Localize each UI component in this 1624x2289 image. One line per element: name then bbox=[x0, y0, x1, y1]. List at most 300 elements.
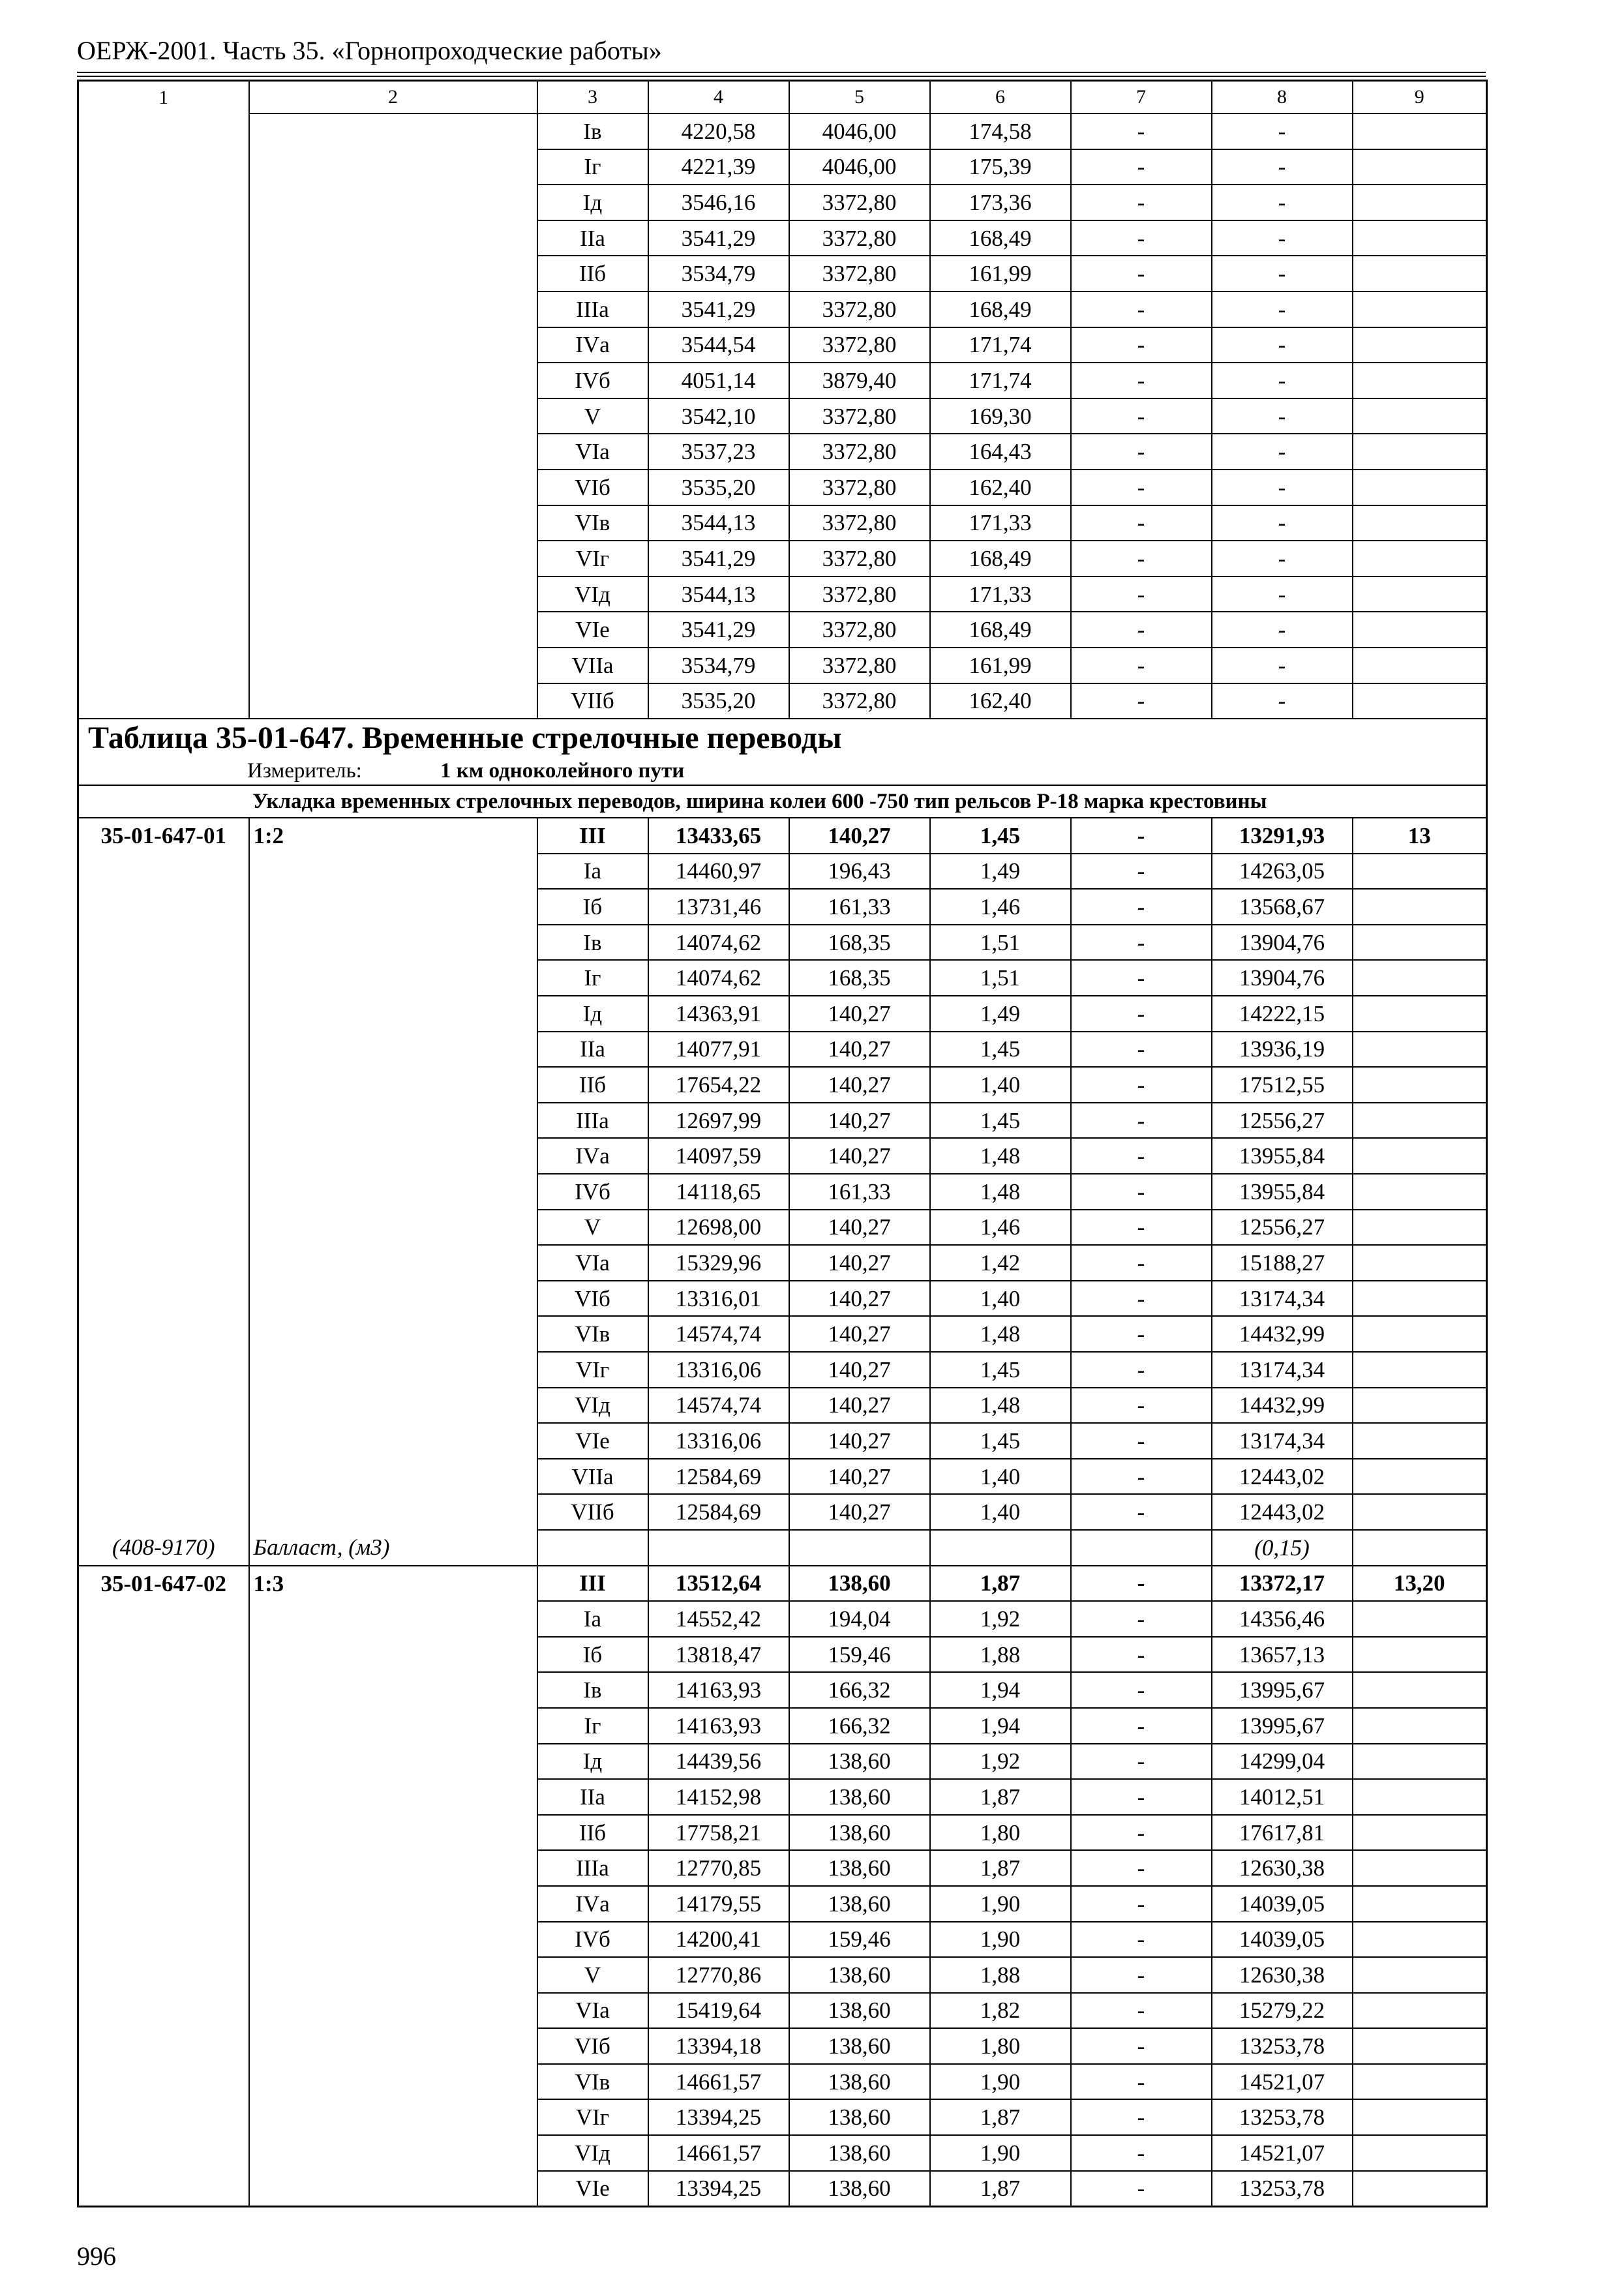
total-cost-cell: 14097,59 bbox=[648, 1138, 789, 1174]
total-cost-cell: 3541,29 bbox=[648, 612, 789, 648]
machine-cost-cell: 1,45 bbox=[930, 1103, 1071, 1139]
material-name-cell: Балласт, (м3) bbox=[249, 1530, 537, 1566]
code-cell bbox=[78, 1672, 249, 1708]
resource-code-cell: Iв bbox=[537, 925, 648, 961]
labor-hours-cell: 13,20 bbox=[1353, 1566, 1487, 1602]
name-cell bbox=[249, 889, 537, 925]
table-row bbox=[78, 1352, 1487, 1388]
total-cost-cell: 3534,79 bbox=[648, 648, 789, 683]
driver-wage-cell: - bbox=[1071, 292, 1212, 327]
labor-hours-cell bbox=[1353, 541, 1487, 576]
resource-code-cell: VIб bbox=[537, 2028, 648, 2064]
resource-code-cell: Iа bbox=[537, 854, 648, 890]
table-row bbox=[78, 505, 1487, 541]
resource-code-cell: VIв bbox=[537, 505, 648, 541]
material-cost-cell: 14039,05 bbox=[1212, 1922, 1353, 1958]
name-cell bbox=[249, 1601, 537, 1637]
table-title: Таблица 35-01-647. Временные стрелочные переводы bbox=[78, 719, 1487, 757]
total-cost-cell: 14439,56 bbox=[648, 1744, 789, 1780]
table-row bbox=[78, 256, 1487, 292]
name-cell bbox=[249, 113, 537, 149]
labor-hours-cell bbox=[1353, 505, 1487, 541]
driver-wage-cell: - bbox=[1071, 1423, 1212, 1459]
driver-wage-cell: - bbox=[1071, 2028, 1212, 2064]
code-cell bbox=[78, 1388, 249, 1424]
total-cost-cell: 3537,23 bbox=[648, 434, 789, 470]
labor-cost-cell: 3372,80 bbox=[789, 292, 930, 327]
labor-cost-cell: 140,27 bbox=[789, 1388, 930, 1424]
empty-cell bbox=[648, 1530, 789, 1566]
material-cost-cell: 12556,27 bbox=[1212, 1103, 1353, 1139]
code-cell bbox=[78, 1744, 249, 1780]
rates-table bbox=[77, 80, 1488, 2207]
machine-cost-cell: 1,40 bbox=[930, 1459, 1071, 1495]
labor-cost-cell: 140,27 bbox=[789, 996, 930, 1032]
labor-hours-cell bbox=[1353, 470, 1487, 505]
labor-cost-cell: 3372,80 bbox=[789, 505, 930, 541]
total-cost-cell: 13316,06 bbox=[648, 1352, 789, 1388]
name-cell bbox=[249, 1352, 537, 1388]
table-row bbox=[78, 683, 1487, 719]
material-cost-cell: - bbox=[1212, 434, 1353, 470]
material-cost-cell: 13372,17 bbox=[1212, 1566, 1353, 1602]
labor-hours-cell bbox=[1353, 683, 1487, 719]
material-cost-cell: 14521,07 bbox=[1212, 2135, 1353, 2171]
machine-cost-cell: 1,87 bbox=[930, 1779, 1071, 1815]
material-cost-cell: 12556,27 bbox=[1212, 1210, 1353, 1246]
labor-cost-cell: 194,04 bbox=[789, 1601, 930, 1637]
labor-hours-cell bbox=[1353, 2064, 1487, 2100]
table-row bbox=[78, 2099, 1487, 2135]
machine-cost-cell: 1,87 bbox=[930, 1566, 1071, 1602]
resource-code-cell: VIг bbox=[537, 541, 648, 576]
machine-cost-cell: 1,80 bbox=[930, 1815, 1071, 1851]
machine-cost-cell: 1,88 bbox=[930, 1957, 1071, 1993]
code-cell bbox=[78, 576, 249, 612]
labor-cost-cell: 3372,80 bbox=[789, 683, 930, 719]
table-row bbox=[78, 576, 1487, 612]
material-cost-cell: 12630,38 bbox=[1212, 1850, 1353, 1886]
header-rule bbox=[77, 72, 1486, 73]
driver-wage-cell: - bbox=[1071, 2064, 1212, 2100]
column-number-4: 4 bbox=[648, 81, 789, 114]
material-cost-cell: 14263,05 bbox=[1212, 854, 1353, 890]
labor-hours-cell bbox=[1353, 2171, 1487, 2207]
machine-cost-cell: 1,48 bbox=[930, 1174, 1071, 1210]
code-cell bbox=[78, 220, 249, 256]
name-cell bbox=[249, 1957, 537, 1993]
material-cost-cell: 13253,78 bbox=[1212, 2028, 1353, 2064]
driver-wage-cell: - bbox=[1071, 1744, 1212, 1780]
name-cell bbox=[249, 2135, 537, 2171]
material-cost-cell: - bbox=[1212, 648, 1353, 683]
labor-cost-cell: 3372,80 bbox=[789, 612, 930, 648]
labor-hours-cell bbox=[1353, 1067, 1487, 1103]
resource-code-cell: VIв bbox=[537, 1316, 648, 1352]
code-cell bbox=[78, 854, 249, 890]
machine-cost-cell: 168,49 bbox=[930, 220, 1071, 256]
labor-cost-cell: 159,46 bbox=[789, 1637, 930, 1673]
labor-cost-cell: 138,60 bbox=[789, 1993, 930, 2029]
total-cost-cell: 15329,96 bbox=[648, 1245, 789, 1281]
total-cost-cell: 3546,16 bbox=[648, 185, 789, 220]
resource-code-cell: Iг bbox=[537, 960, 648, 996]
labor-hours-cell bbox=[1353, 256, 1487, 292]
driver-wage-cell: - bbox=[1071, 960, 1212, 996]
total-cost-cell: 13394,25 bbox=[648, 2171, 789, 2207]
labor-cost-cell: 4046,00 bbox=[789, 149, 930, 185]
labor-hours-cell bbox=[1353, 2028, 1487, 2064]
resource-code-cell: Iв bbox=[537, 113, 648, 149]
name-cell bbox=[249, 1708, 537, 1744]
table-row bbox=[78, 960, 1487, 996]
labor-cost-cell: 138,60 bbox=[789, 2028, 930, 2064]
labor-cost-cell: 140,27 bbox=[789, 1067, 930, 1103]
resource-code-cell: Iг bbox=[537, 1708, 648, 1744]
total-cost-cell: 12770,85 bbox=[648, 1850, 789, 1886]
code-cell bbox=[78, 256, 249, 292]
machine-cost-cell: 174,58 bbox=[930, 113, 1071, 149]
labor-hours-cell bbox=[1353, 292, 1487, 327]
labor-cost-cell: 140,27 bbox=[789, 1316, 930, 1352]
table-row bbox=[78, 818, 1487, 854]
labor-cost-cell: 138,60 bbox=[789, 1957, 930, 1993]
driver-wage-cell: - bbox=[1071, 1637, 1212, 1673]
labor-cost-cell: 159,46 bbox=[789, 1922, 930, 1958]
code-cell bbox=[78, 1886, 249, 1922]
table-row bbox=[78, 1601, 1487, 1637]
driver-wage-cell: - bbox=[1071, 505, 1212, 541]
page-number: 996 bbox=[77, 2241, 116, 2271]
resource-code-cell: VIб bbox=[537, 470, 648, 505]
column-number-2: 2 bbox=[249, 81, 537, 114]
name-cell bbox=[249, 2028, 537, 2064]
total-cost-cell: 13731,46 bbox=[648, 889, 789, 925]
total-cost-cell: 14574,74 bbox=[648, 1388, 789, 1424]
code-cell bbox=[78, 1174, 249, 1210]
code-cell bbox=[78, 648, 249, 683]
name-cell bbox=[249, 1815, 537, 1851]
table-row bbox=[78, 1174, 1487, 1210]
labor-hours-cell bbox=[1353, 1957, 1487, 1993]
empty-cell bbox=[1071, 1530, 1212, 1566]
table-row bbox=[78, 1744, 1487, 1780]
name-cell bbox=[249, 925, 537, 961]
code-cell bbox=[78, 1067, 249, 1103]
resource-code-cell: IIа bbox=[537, 1779, 648, 1815]
table-title-row bbox=[78, 719, 1487, 757]
labor-hours-cell bbox=[1353, 1886, 1487, 1922]
machine-cost-cell: 1,82 bbox=[930, 1993, 1071, 2029]
driver-wage-cell: - bbox=[1071, 1601, 1212, 1637]
resource-code-cell: Iб bbox=[537, 1637, 648, 1673]
machine-cost-cell: 1,88 bbox=[930, 1637, 1071, 1673]
driver-wage-cell: - bbox=[1071, 1245, 1212, 1281]
code-cell bbox=[78, 1779, 249, 1815]
material-cost-cell: 13568,67 bbox=[1212, 889, 1353, 925]
resource-code-cell: III bbox=[537, 1566, 648, 1602]
table-row bbox=[78, 1032, 1487, 1068]
labor-hours-cell bbox=[1353, 1744, 1487, 1780]
material-cost-cell: - bbox=[1212, 541, 1353, 576]
name-cell bbox=[249, 149, 537, 185]
column-number-3: 3 bbox=[537, 81, 648, 114]
labor-hours-cell bbox=[1353, 1494, 1487, 1530]
material-cost-cell: 13936,19 bbox=[1212, 1032, 1353, 1068]
driver-wage-cell: - bbox=[1071, 648, 1212, 683]
labor-hours-cell: 13 bbox=[1353, 818, 1487, 854]
total-cost-cell: 12584,69 bbox=[648, 1459, 789, 1495]
driver-wage-cell: - bbox=[1071, 1779, 1212, 1815]
total-cost-cell: 13316,01 bbox=[648, 1281, 789, 1317]
labor-hours-cell bbox=[1353, 1352, 1487, 1388]
resource-code-cell: VIIб bbox=[537, 683, 648, 719]
resource-code-cell: IVа bbox=[537, 1138, 648, 1174]
total-cost-cell: 15419,64 bbox=[648, 1993, 789, 2029]
table-row bbox=[78, 1103, 1487, 1139]
table-row bbox=[78, 185, 1487, 220]
material-cost-cell: 14012,51 bbox=[1212, 1779, 1353, 1815]
name-cell bbox=[249, 1459, 537, 1495]
table-row bbox=[78, 113, 1487, 149]
material-cost-cell: - bbox=[1212, 505, 1353, 541]
labor-cost-cell: 3372,80 bbox=[789, 256, 930, 292]
table-row bbox=[78, 1708, 1487, 1744]
driver-wage-cell: - bbox=[1071, 2135, 1212, 2171]
labor-hours-cell bbox=[1353, 1423, 1487, 1459]
material-cost-cell: 14039,05 bbox=[1212, 1886, 1353, 1922]
name-cell bbox=[249, 648, 537, 683]
column-number-5: 5 bbox=[789, 81, 930, 114]
labor-cost-cell: 4046,00 bbox=[789, 113, 930, 149]
driver-wage-cell: - bbox=[1071, 220, 1212, 256]
material-cost-cell: 14432,99 bbox=[1212, 1316, 1353, 1352]
code-cell bbox=[78, 327, 249, 363]
total-cost-cell: 14661,57 bbox=[648, 2064, 789, 2100]
code-cell bbox=[78, 1423, 249, 1459]
name-cell bbox=[249, 505, 537, 541]
machine-cost-cell: 168,49 bbox=[930, 612, 1071, 648]
labor-hours-cell bbox=[1353, 925, 1487, 961]
machine-cost-cell: 1,46 bbox=[930, 1210, 1071, 1246]
name-cell bbox=[249, 1103, 537, 1139]
machine-cost-cell: 164,43 bbox=[930, 434, 1071, 470]
code-cell bbox=[78, 1957, 249, 1993]
resource-code-cell: IIб bbox=[537, 256, 648, 292]
machine-cost-cell: 171,74 bbox=[930, 327, 1071, 363]
driver-wage-cell: - bbox=[1071, 612, 1212, 648]
total-cost-cell: 14552,42 bbox=[648, 1601, 789, 1637]
table-row bbox=[78, 925, 1487, 961]
labor-hours-cell bbox=[1353, 1459, 1487, 1495]
labor-cost-cell: 168,35 bbox=[789, 960, 930, 996]
code-cell bbox=[78, 1352, 249, 1388]
resource-code-cell: VIд bbox=[537, 2135, 648, 2171]
name-cell bbox=[249, 1316, 537, 1352]
machine-cost-cell: 173,36 bbox=[930, 185, 1071, 220]
driver-wage-cell: - bbox=[1071, 327, 1212, 363]
total-cost-cell: 3541,29 bbox=[648, 541, 789, 576]
material-cost-cell: 13904,76 bbox=[1212, 925, 1353, 961]
labor-hours-cell bbox=[1353, 1316, 1487, 1352]
driver-wage-cell: - bbox=[1071, 541, 1212, 576]
name-cell bbox=[249, 256, 537, 292]
table-row bbox=[78, 1637, 1487, 1673]
resource-code-cell: IVа bbox=[537, 327, 648, 363]
total-cost-cell: 13433,65 bbox=[648, 818, 789, 854]
code-cell bbox=[78, 1459, 249, 1495]
total-cost-cell: 17758,21 bbox=[648, 1815, 789, 1851]
labor-cost-cell: 140,27 bbox=[789, 818, 930, 854]
name-cell bbox=[249, 854, 537, 890]
table-row bbox=[78, 2135, 1487, 2171]
labor-cost-cell: 140,27 bbox=[789, 1459, 930, 1495]
labor-cost-cell: 3372,80 bbox=[789, 434, 930, 470]
driver-wage-cell: - bbox=[1071, 1032, 1212, 1068]
total-cost-cell: 14200,41 bbox=[648, 1922, 789, 1958]
name-cell: 1:3 bbox=[249, 1566, 537, 1602]
total-cost-cell: 14077,91 bbox=[648, 1032, 789, 1068]
name-cell bbox=[249, 1744, 537, 1780]
material-cost-cell: 13657,13 bbox=[1212, 1637, 1353, 1673]
machine-cost-cell: 1,90 bbox=[930, 2064, 1071, 2100]
labor-cost-cell: 140,27 bbox=[789, 1245, 930, 1281]
machine-cost-cell: 1,87 bbox=[930, 2171, 1071, 2207]
machine-cost-cell: 168,49 bbox=[930, 541, 1071, 576]
labor-hours-cell bbox=[1353, 1672, 1487, 1708]
table-row bbox=[78, 1281, 1487, 1317]
table-row bbox=[78, 1423, 1487, 1459]
labor-cost-cell: 3372,80 bbox=[789, 541, 930, 576]
code-cell bbox=[78, 398, 249, 434]
labor-hours-cell bbox=[1353, 149, 1487, 185]
material-cost-cell: 15279,22 bbox=[1212, 1993, 1353, 2029]
machine-cost-cell: 1,87 bbox=[930, 2099, 1071, 2135]
resource-code-cell: VIIа bbox=[537, 1459, 648, 1495]
labor-hours-cell bbox=[1353, 1245, 1487, 1281]
unit-row bbox=[78, 757, 1487, 785]
material-cost-cell: 14222,15 bbox=[1212, 996, 1353, 1032]
labor-cost-cell: 161,33 bbox=[789, 1174, 930, 1210]
machine-cost-cell: 1,40 bbox=[930, 1067, 1071, 1103]
total-cost-cell: 14163,93 bbox=[648, 1672, 789, 1708]
description-row bbox=[78, 785, 1487, 818]
labor-hours-cell bbox=[1353, 2135, 1487, 2171]
code-cell bbox=[78, 1316, 249, 1352]
total-cost-cell: 14074,62 bbox=[648, 925, 789, 961]
driver-wage-cell: - bbox=[1071, 1103, 1212, 1139]
name-cell bbox=[249, 683, 537, 719]
machine-cost-cell: 1,48 bbox=[930, 1388, 1071, 1424]
resource-code-cell: VIе bbox=[537, 2171, 648, 2207]
table-row bbox=[78, 2028, 1487, 2064]
table-row bbox=[78, 434, 1487, 470]
driver-wage-cell: - bbox=[1071, 1174, 1212, 1210]
driver-wage-cell: - bbox=[1071, 470, 1212, 505]
labor-cost-cell: 140,27 bbox=[789, 1281, 930, 1317]
code-cell bbox=[78, 2099, 249, 2135]
table-row bbox=[78, 398, 1487, 434]
name-cell bbox=[249, 996, 537, 1032]
driver-wage-cell: - bbox=[1071, 818, 1212, 854]
labor-cost-cell: 3879,40 bbox=[789, 363, 930, 398]
labor-cost-cell: 3372,80 bbox=[789, 470, 930, 505]
labor-hours-cell bbox=[1353, 1281, 1487, 1317]
table-row bbox=[78, 220, 1487, 256]
labor-cost-cell: 140,27 bbox=[789, 1352, 930, 1388]
labor-cost-cell: 138,60 bbox=[789, 1815, 930, 1851]
total-cost-cell: 14118,65 bbox=[648, 1174, 789, 1210]
code-cell bbox=[78, 1281, 249, 1317]
driver-wage-cell: - bbox=[1071, 363, 1212, 398]
name-cell bbox=[249, 1067, 537, 1103]
name-cell bbox=[249, 1032, 537, 1068]
machine-cost-cell: 1,90 bbox=[930, 1922, 1071, 1958]
table-row bbox=[78, 1779, 1487, 1815]
total-cost-cell: 3534,79 bbox=[648, 256, 789, 292]
code-cell bbox=[78, 2028, 249, 2064]
driver-wage-cell: - bbox=[1071, 1494, 1212, 1530]
name-cell bbox=[249, 363, 537, 398]
machine-cost-cell: 1,40 bbox=[930, 1494, 1071, 1530]
column-number-row bbox=[78, 81, 1487, 114]
resource-code-cell: Iа bbox=[537, 1601, 648, 1637]
material-cost-cell: - bbox=[1212, 292, 1353, 327]
labor-hours-cell bbox=[1353, 960, 1487, 996]
material-cost-cell: 13174,34 bbox=[1212, 1352, 1353, 1388]
labor-hours-cell bbox=[1353, 612, 1487, 648]
labor-hours-cell bbox=[1353, 434, 1487, 470]
labor-cost-cell: 140,27 bbox=[789, 1103, 930, 1139]
code-cell bbox=[78, 1138, 249, 1174]
total-cost-cell: 14074,62 bbox=[648, 960, 789, 996]
labor-hours-cell bbox=[1353, 363, 1487, 398]
table-row bbox=[78, 1566, 1487, 1602]
labor-cost-cell: 161,33 bbox=[789, 889, 930, 925]
code-cell bbox=[78, 1601, 249, 1637]
driver-wage-cell: - bbox=[1071, 1316, 1212, 1352]
labor-cost-cell: 3372,80 bbox=[789, 327, 930, 363]
labor-cost-cell: 140,27 bbox=[789, 1423, 930, 1459]
table-row bbox=[78, 327, 1487, 363]
material-code-cell: (408-9170) bbox=[78, 1530, 249, 1566]
code-cell bbox=[78, 1993, 249, 2029]
machine-cost-cell: 171,33 bbox=[930, 505, 1071, 541]
column-number-7: 7 bbox=[1071, 81, 1212, 114]
table-row bbox=[78, 889, 1487, 925]
unit-value: 1 км одноколейного пути bbox=[440, 758, 685, 783]
material-row bbox=[78, 1530, 1487, 1566]
total-cost-cell: 12584,69 bbox=[648, 1494, 789, 1530]
total-cost-cell: 3535,20 bbox=[648, 683, 789, 719]
name-cell: 1:2 bbox=[249, 818, 537, 854]
labor-cost-cell: 168,35 bbox=[789, 925, 930, 961]
name-cell bbox=[249, 1672, 537, 1708]
labor-cost-cell: 166,32 bbox=[789, 1672, 930, 1708]
material-cost-cell: - bbox=[1212, 612, 1353, 648]
machine-cost-cell: 162,40 bbox=[930, 683, 1071, 719]
resource-code-cell: VIе bbox=[537, 612, 648, 648]
resource-code-cell: V bbox=[537, 1957, 648, 1993]
code-cell bbox=[78, 1245, 249, 1281]
total-cost-cell: 14363,91 bbox=[648, 996, 789, 1032]
driver-wage-cell: - bbox=[1071, 683, 1212, 719]
material-cost-cell: - bbox=[1212, 113, 1353, 149]
resource-code-cell: VIа bbox=[537, 1993, 648, 2029]
rates-table-body bbox=[78, 81, 1487, 2207]
table-row bbox=[78, 1886, 1487, 1922]
labor-hours-cell bbox=[1353, 648, 1487, 683]
